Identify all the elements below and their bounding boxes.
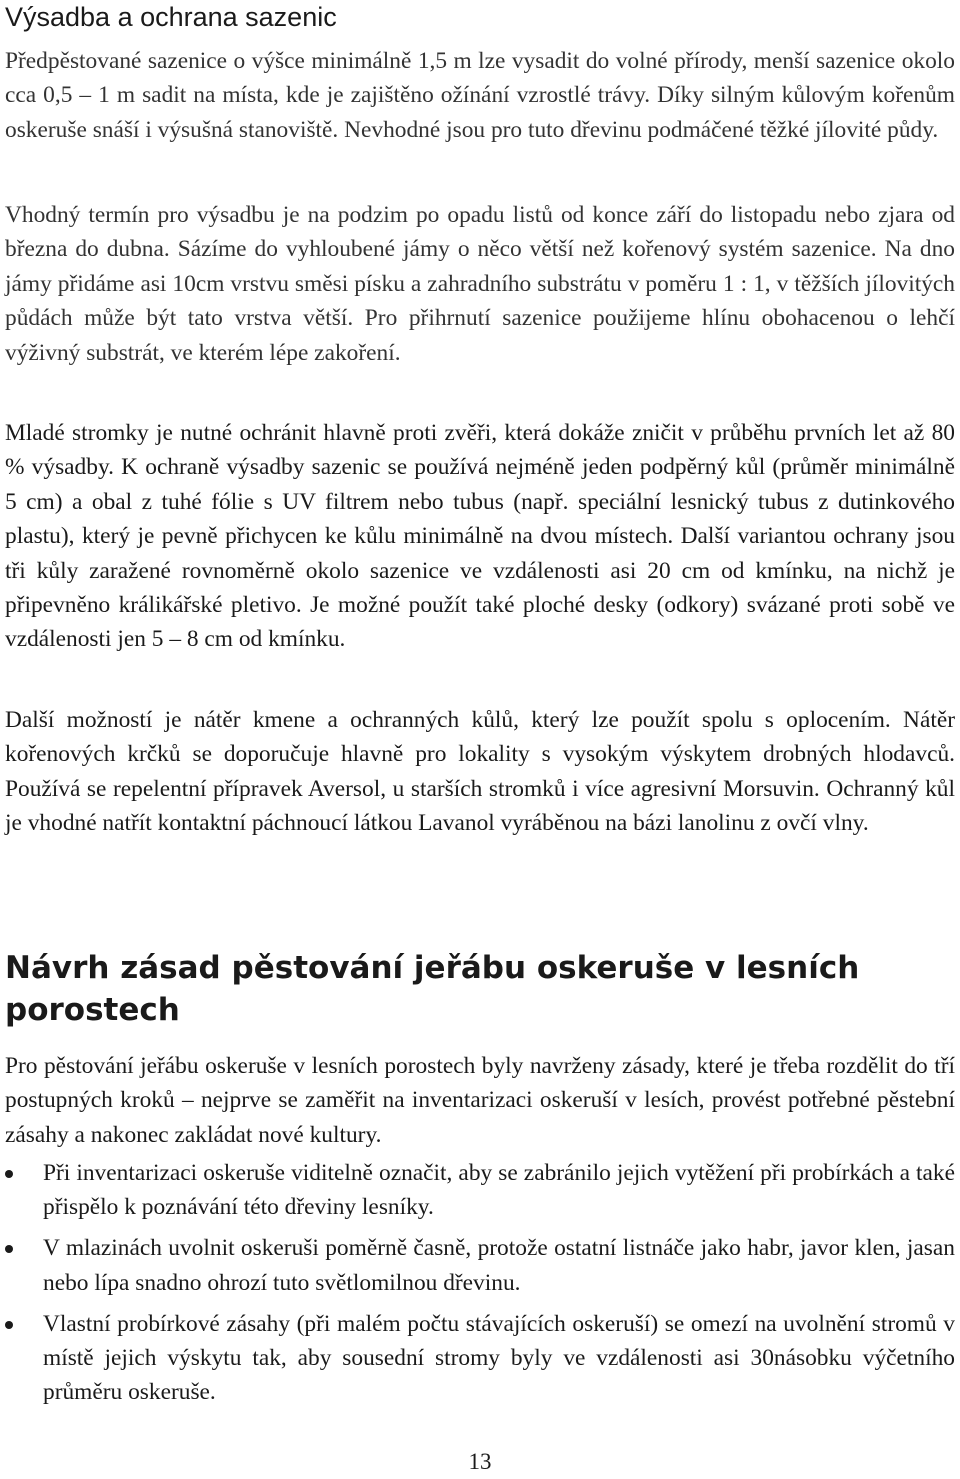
list-item-text: V mlazinách uvolnit oskeruši poměrně časně, protože ostatní listnáče jako habr, javor klen, jasan nebo lípa snadno ohrozí tuto světlomilnou dřevinu. xyxy=(43,1235,955,1296)
list-item-text: Při inventarizaci oskeruše viditelně označit, aby se zabránilo jejich vytěžení při probírkách a také přispělo k poznávání této dřeviny lesníky. xyxy=(43,1160,955,1221)
paragraph-principles-intro: Pro pěstování jeřábu oskeruše v lesních porostech byly navrženy zásady, které je třeba rozdělit do tří postupných kroků – nejprve se zaměřit na inventarizaci oskeruší v lesích, provést potřebné pěstební zásahy a nakonec zakládat nové kultury. xyxy=(5,1053,955,1148)
list-item xyxy=(5,1156,955,1225)
list-item-text: Vlastní probírkové zásahy (při malém počtu stávajících oskeruší) se omezí na uvolnění stromů v místě jejich výskytu tak, aby sousední stromy byly ve vzdálenosti asi 30násobku výčetního průměru oskeruše. xyxy=(43,1310,955,1406)
bullet-icon xyxy=(5,1170,13,1178)
bullet-icon xyxy=(5,1321,13,1329)
list-item xyxy=(5,1307,955,1410)
paragraph-coating: Další možností je nátěr kmene a ochranných kůlů, který lze použít spolu s oplocením. Nátěr kořenových krčků se doporučuje hlavně pro lokality s vysokým výskytem drobných hlodavců. Používá se repelentní přípravek Aversol, u starších stromků i více agresivní Morsuvin. Ochranný kůl je vhodné natřít kontaktní páchnoucí látkou Lavanol vyráběnou na bázi lanolinu z ovčí vlny. xyxy=(5,707,955,837)
paragraph-planting-size: Předpěstované sazenice o výšce minimálně 1,5 m lze vysadit do volné přírody, menší sazenice okolo cca 0,5 – 1 m sadit na místa, kde je zajištěno ožínání vzrostlé trávy. Díky silným kůlovým kořenům oskeruše snáší i výsušná stanoviště. Nevhodné jsou pro tuto dřevinu podmáčené těžké jílovité půdy. xyxy=(5,48,955,143)
principles-list xyxy=(5,1156,955,1416)
paragraph-protection: Mladé stromky je nutné ochránit hlavně proti zvěři, která dokáže zničit v průběhu prvních let až 80 % výsadby. K ochraně výsadby sazenic se používá nejméně jeden podpěrný kůl (průměr minimálně 5 cm) a obal z tuhé fólie s UV filtrem nebo tubus (např. speciální lesnický tubus z dutinkového plastu), který je pevně přichycen ke kůlu minimálně na dvou místech. Další variantou ochrany jsou tři kůly zaražené rovnoměrně okolo sazenice ve vzdálenosti asi 20 cm od kmínku, na nichž je připevněno králikářské pletivo. Je možné použít také ploché desky (odkory) svázané proti sobě ve vzdálenosti jen 5 – 8 cm od kmínku. xyxy=(5,420,955,653)
page-number: 13 xyxy=(468,1449,492,1474)
bullet-icon xyxy=(5,1245,13,1253)
section-title-principles: Návrh zásad pěstování jeřábu oskeruše v lesních porostech xyxy=(5,950,860,1028)
paragraph-planting-time: Vhodný termín pro výsadbu je na podzim po opadu listů od konce září do listopadu nebo zjara od března do dubna. Sázíme do vyhloubené jámy o něco větší než kořenový systém sazenice. Na dno jámy přidáme asi 10cm vrstvu směsi písku a zahradního substrátu v poměru 1 : 1, v těžších jílovitých půdách může být tato vrstva větší. Pro přihrnutí sazenice použijeme hlínu obohacenou o lehčí výživný substrát, ve kterém lépe zakoření. xyxy=(5,202,955,366)
section-title-planting: Výsadba a ochrana sazenic xyxy=(5,2,337,32)
list-item xyxy=(5,1231,955,1300)
